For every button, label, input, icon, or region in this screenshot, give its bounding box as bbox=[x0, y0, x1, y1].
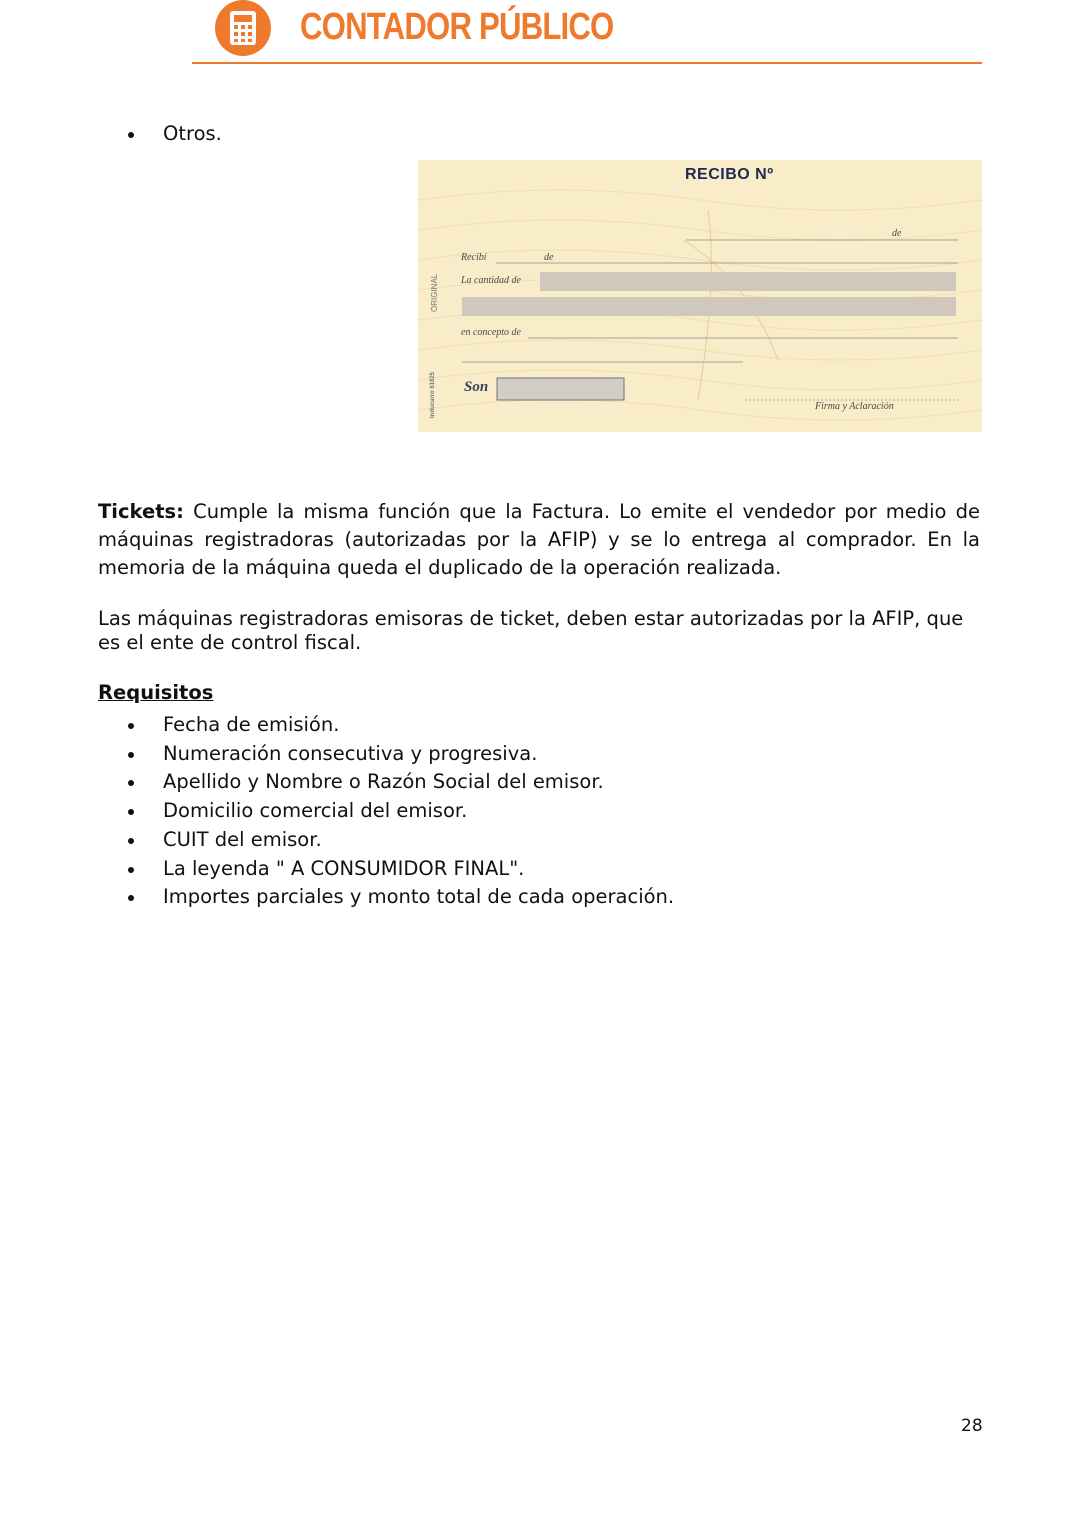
intro-list bbox=[98, 120, 222, 149]
list-item: CUIT del emisor. bbox=[98, 826, 674, 855]
list-item: La leyenda " A CONSUMIDOR FINAL". bbox=[98, 855, 674, 884]
list-item: Otros. bbox=[98, 120, 222, 149]
calculator-icon bbox=[215, 0, 271, 56]
tickets-label: Tickets: bbox=[98, 500, 184, 523]
receipt-cantidad-label: La cantidad de bbox=[461, 275, 521, 286]
receipt-title: RECIBO Nº bbox=[685, 166, 774, 183]
header-divider bbox=[192, 62, 982, 64]
receipt-son-label: Son bbox=[464, 379, 489, 395]
receipt-firma-label: Firma y Aclaración bbox=[815, 401, 894, 412]
receipt-de-label: de bbox=[892, 228, 902, 239]
receipt-recibi-de-label: de bbox=[544, 252, 554, 263]
list-item: Fecha de emisión. bbox=[98, 711, 674, 740]
list-item: Domicilio comercial del emisor. bbox=[98, 797, 674, 826]
afip-paragraph: Las máquinas registradoras emisoras de ticket, deben estar autorizadas por la AFIP, que es el ente de control fiscal. bbox=[98, 607, 964, 654]
requisitos-heading: Requisitos bbox=[98, 681, 214, 704]
list-item: Numeración consecutiva y progresiva. bbox=[98, 740, 674, 769]
receipt-background bbox=[418, 160, 982, 432]
tickets-paragraph bbox=[98, 498, 980, 582]
receipt-original-label: ORIGINAL bbox=[430, 273, 439, 312]
receipt-image bbox=[418, 160, 982, 432]
tickets-text: Cumple la misma función que la Factura. Lo emite el vendedor por medio de máquinas registradoras (autorizadas por la AFIP) y se lo entrega al comprador. En la memoria de la máquina queda el duplicado de la operación realizada. bbox=[98, 500, 980, 579]
receipt-concepto-label: en concepto de bbox=[461, 327, 521, 338]
page-number: 28 bbox=[961, 1416, 983, 1436]
brand-title: CONTADOR PÚBLICO bbox=[300, 6, 614, 48]
list-item: Importes parciales y monto total de cada operación. bbox=[98, 883, 674, 912]
page-header bbox=[192, 0, 982, 66]
list-item: Apellido y Nombre o Razón Social del emisor. bbox=[98, 768, 674, 797]
receipt-side-code: Inducarro 61825 bbox=[430, 371, 436, 418]
receipt-recibi-label: Recibí bbox=[461, 252, 487, 263]
requisitos-list bbox=[98, 711, 674, 912]
